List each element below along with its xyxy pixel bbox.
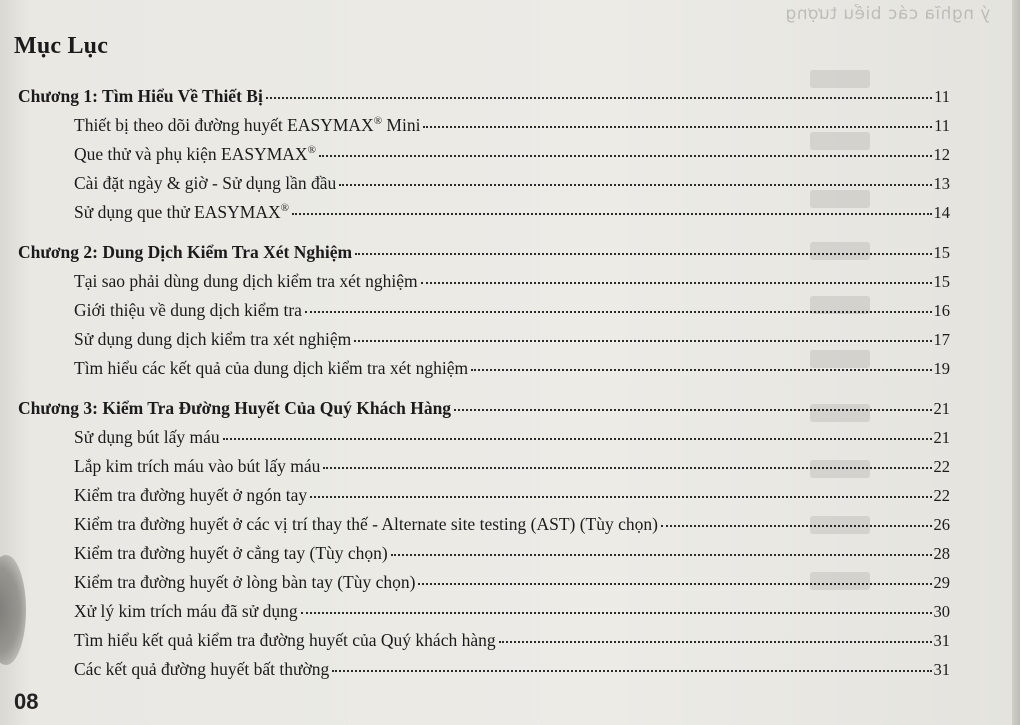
toc-entry[interactable] bbox=[18, 572, 950, 601]
toc-chapter-3 bbox=[18, 398, 950, 688]
toc-entry[interactable] bbox=[18, 144, 950, 173]
toc-entry-label bbox=[74, 300, 302, 321]
toc-page-number: 11 bbox=[934, 116, 950, 135]
toc-entry[interactable] bbox=[18, 601, 950, 630]
toc-entry-label bbox=[74, 329, 351, 350]
toc-entry-text: Giới thiệu về dung dịch kiểm tra bbox=[74, 300, 302, 320]
toc-entry-text: Các kết quả đường huyết bất thường bbox=[74, 659, 330, 679]
toc-entry-text: Tại sao phải dùng dung dịch kiểm tra xét nghiệm bbox=[74, 271, 418, 291]
toc-leader-dots bbox=[391, 554, 932, 556]
toc-leader-dots bbox=[454, 409, 931, 411]
toc-leader-dots bbox=[332, 670, 931, 672]
toc-entry-text: Que thử và phụ kiện EASYMAX bbox=[74, 144, 308, 164]
toc-entry[interactable] bbox=[18, 358, 950, 387]
toc-page-number: 15 bbox=[933, 272, 950, 291]
toc-entry-label bbox=[74, 659, 329, 680]
toc-page-number: 21 bbox=[933, 399, 950, 418]
toc-leader-dots bbox=[354, 340, 931, 342]
toc-leader-dots bbox=[305, 311, 932, 313]
toc-leader-dots bbox=[355, 253, 931, 255]
page-title: Mục Lục bbox=[14, 33, 109, 59]
toc-entry[interactable] bbox=[18, 427, 950, 456]
toc-entry-suffix: Mini bbox=[382, 115, 421, 135]
toc-entry-label bbox=[74, 202, 289, 223]
toc-entry[interactable] bbox=[18, 271, 950, 300]
registered-mark: ® bbox=[307, 144, 316, 157]
toc-page-number: 11 bbox=[934, 87, 950, 106]
toc-entry-label bbox=[74, 485, 307, 506]
toc-leader-dots bbox=[499, 641, 932, 643]
toc-leader-dots bbox=[339, 184, 931, 186]
toc-leader-dots bbox=[421, 282, 932, 284]
toc-entry[interactable] bbox=[18, 202, 950, 231]
bleed-through-text: ý nghĩa các biểu tượng bbox=[784, 4, 990, 24]
toc-entry-text: Tìm hiểu các kết quả của dung dịch kiểm tra xét nghiệm bbox=[74, 358, 469, 378]
toc-page-number: 21 bbox=[933, 428, 950, 447]
toc-leader-dots bbox=[266, 97, 932, 99]
toc-page-number: 14 bbox=[933, 203, 950, 222]
toc-chapter-title: Chương 3: Kiểm Tra Đường Huyết Của Quý Khách Hàng bbox=[18, 398, 452, 418]
toc-entry-label bbox=[74, 115, 420, 136]
toc-entry-text: Kiểm tra đường huyết ở các vị trí thay thế - Alternate site testing (AST) (Tùy chọn) bbox=[74, 514, 658, 534]
toc-entry-text: Xử lý kim trích máu đã sử dụng bbox=[74, 601, 298, 621]
toc-entry[interactable] bbox=[18, 115, 950, 144]
toc-entry-text: Thiết bị theo dõi đường huyết EASYMAX bbox=[74, 115, 374, 135]
toc-page-number: 19 bbox=[933, 359, 950, 378]
toc-entry-text: Sử dụng bút lấy máu bbox=[74, 427, 220, 447]
toc-entry-label bbox=[74, 543, 388, 564]
toc-chapter-2 bbox=[18, 242, 950, 387]
toc-page-number: 22 bbox=[933, 486, 950, 505]
toc-entry-text: Kiểm tra đường huyết ở ngón tay bbox=[74, 485, 308, 505]
toc-entry-label bbox=[74, 358, 468, 379]
toc-entry[interactable] bbox=[18, 173, 950, 202]
toc-entry[interactable] bbox=[18, 456, 950, 485]
table-of-contents bbox=[18, 86, 950, 699]
page-edge bbox=[1012, 0, 1020, 725]
toc-entry-text: Kiểm tra đường huyết ở lòng bàn tay (Tùy chọn) bbox=[74, 572, 416, 592]
toc-entry-label bbox=[74, 427, 220, 448]
toc-entry-text: Sử dụng que thử EASYMAX bbox=[74, 202, 281, 222]
toc-leader-dots bbox=[661, 525, 932, 527]
toc-entry[interactable] bbox=[18, 659, 950, 688]
toc-page-number: 17 bbox=[933, 330, 950, 349]
toc-chapter-title: Chương 1: Tìm Hiểu Về Thiết Bị bbox=[18, 86, 263, 106]
toc-page-number: 16 bbox=[933, 301, 950, 320]
toc-entry-label bbox=[74, 271, 418, 292]
toc-entry-label bbox=[74, 144, 316, 165]
toc-page-number: 31 bbox=[933, 660, 950, 679]
toc-leader-dots bbox=[418, 583, 931, 585]
toc-page-number: 28 bbox=[933, 544, 950, 563]
toc-page-number: 22 bbox=[933, 457, 950, 476]
toc-entry-label bbox=[74, 514, 658, 535]
registered-mark: ® bbox=[280, 202, 289, 215]
toc-page-number: 26 bbox=[933, 515, 950, 534]
toc-entry[interactable] bbox=[18, 543, 950, 572]
toc-page-number: 29 bbox=[933, 573, 950, 592]
toc-entry-text: Sử dụng dung dịch kiểm tra xét nghiệm bbox=[74, 329, 352, 349]
toc-entry-text: Cài đặt ngày & giờ - Sử dụng lần đầu bbox=[74, 173, 337, 193]
toc-entry[interactable] bbox=[18, 300, 950, 329]
toc-leader-dots bbox=[323, 467, 931, 469]
toc-page-number: 31 bbox=[933, 631, 950, 650]
toc-leader-dots bbox=[319, 155, 932, 157]
toc-chapter-title: Chương 2: Dung Dịch Kiểm Tra Xét Nghiệm bbox=[18, 242, 353, 262]
page-number: 08 bbox=[14, 689, 39, 714]
toc-page-number: 12 bbox=[933, 145, 950, 164]
toc-entry-label bbox=[74, 572, 415, 593]
toc-chapter-heading[interactable] bbox=[18, 242, 950, 271]
registered-mark: ® bbox=[373, 115, 383, 128]
toc-leader-dots bbox=[471, 369, 931, 371]
toc-chapter-1 bbox=[18, 86, 950, 231]
toc-entry-label bbox=[74, 456, 320, 477]
toc-entry-text: Lắp kim trích máu vào bút lấy máu bbox=[74, 456, 321, 476]
toc-entry-text: Tìm hiểu kết quả kiểm tra đường huyết của Quý khách hàng bbox=[74, 630, 496, 650]
toc-entry-label bbox=[74, 173, 336, 194]
toc-page-number: 13 bbox=[933, 174, 950, 193]
toc-entry[interactable] bbox=[18, 485, 950, 514]
toc-leader-dots bbox=[310, 496, 931, 498]
toc-entry[interactable] bbox=[18, 630, 950, 659]
toc-leader-dots bbox=[423, 126, 932, 128]
toc-leader-dots bbox=[223, 438, 932, 440]
toc-entry-label bbox=[74, 601, 298, 622]
toc-leader-dots bbox=[292, 213, 932, 215]
toc-leader-dots bbox=[301, 612, 932, 614]
toc-chapter-heading[interactable] bbox=[18, 398, 950, 427]
toc-entry[interactable] bbox=[18, 514, 950, 543]
toc-entry-text: Kiểm tra đường huyết ở cẳng tay (Tùy chọn) bbox=[74, 543, 388, 563]
toc-entry[interactable] bbox=[18, 329, 950, 358]
toc-page-number: 30 bbox=[933, 602, 950, 621]
toc-page-number: 15 bbox=[933, 243, 950, 262]
toc-entry-label bbox=[74, 630, 496, 651]
toc-chapter-heading[interactable] bbox=[18, 86, 950, 115]
